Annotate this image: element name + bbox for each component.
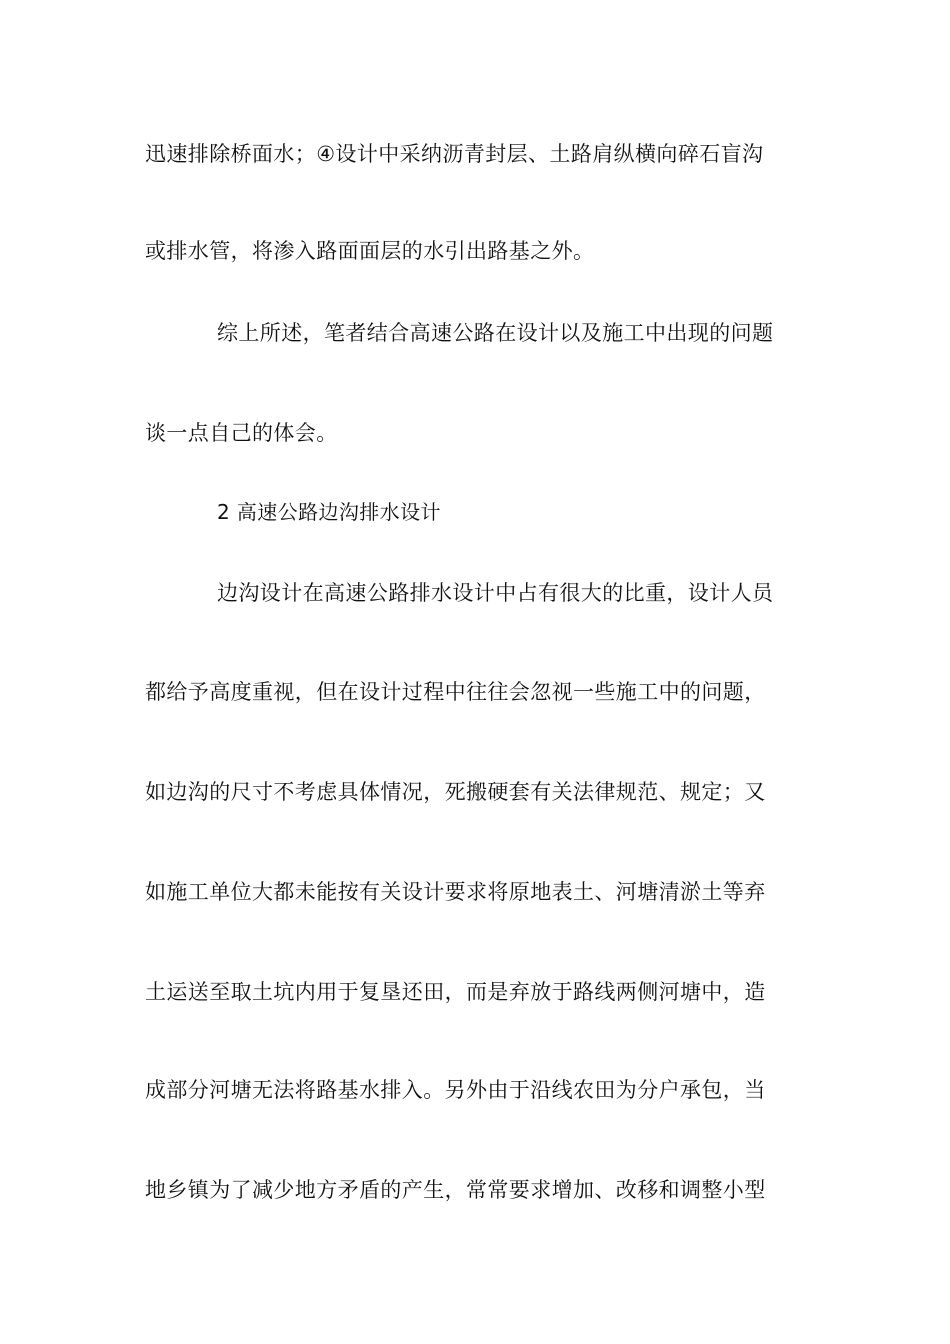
- paragraph-line: 都给予高度重视，但在设计过程中往往会忽视一些施工中的问题，: [145, 680, 766, 704]
- paragraph-line: 边沟设计在高速公路排水设计中占有很大的比重，设计人员: [217, 581, 774, 605]
- paragraph-line: 迅速排除桥面水；④设计中采纳沥青封层、土路肩纵横向碎石盲沟: [145, 142, 764, 166]
- paragraph-line: 土运送至取土坑内用于复垦还田，而是弃放于路线两侧河塘中，造: [145, 980, 766, 1004]
- paragraph-line: 如边沟的尺寸不考虑具体情况，死搬硬套有关法律规范、规定；又: [145, 780, 766, 804]
- paragraph-line: 地乡镇为了减少地方矛盾的产生，常常要求增加、改移和调整小型: [145, 1178, 766, 1202]
- paragraph-line: 如施工单位大都未能按有关设计要求将原地表土、河塘清淤土等弃: [145, 880, 766, 904]
- paragraph-line: 成部分河塘无法将路基水排入。另外由于沿线农田为分户承包，当: [145, 1078, 766, 1102]
- section-heading: 2 高速公路边沟排水设计: [217, 500, 441, 524]
- paragraph-line: 综上所述，笔者结合高速公路在设计以及施工中出现的问题: [217, 321, 774, 345]
- paragraph-line: 或排水管，将渗入路面面层的水引出路基之外。: [145, 239, 595, 263]
- paragraph-line: 谈一点自己的体会。: [145, 421, 338, 445]
